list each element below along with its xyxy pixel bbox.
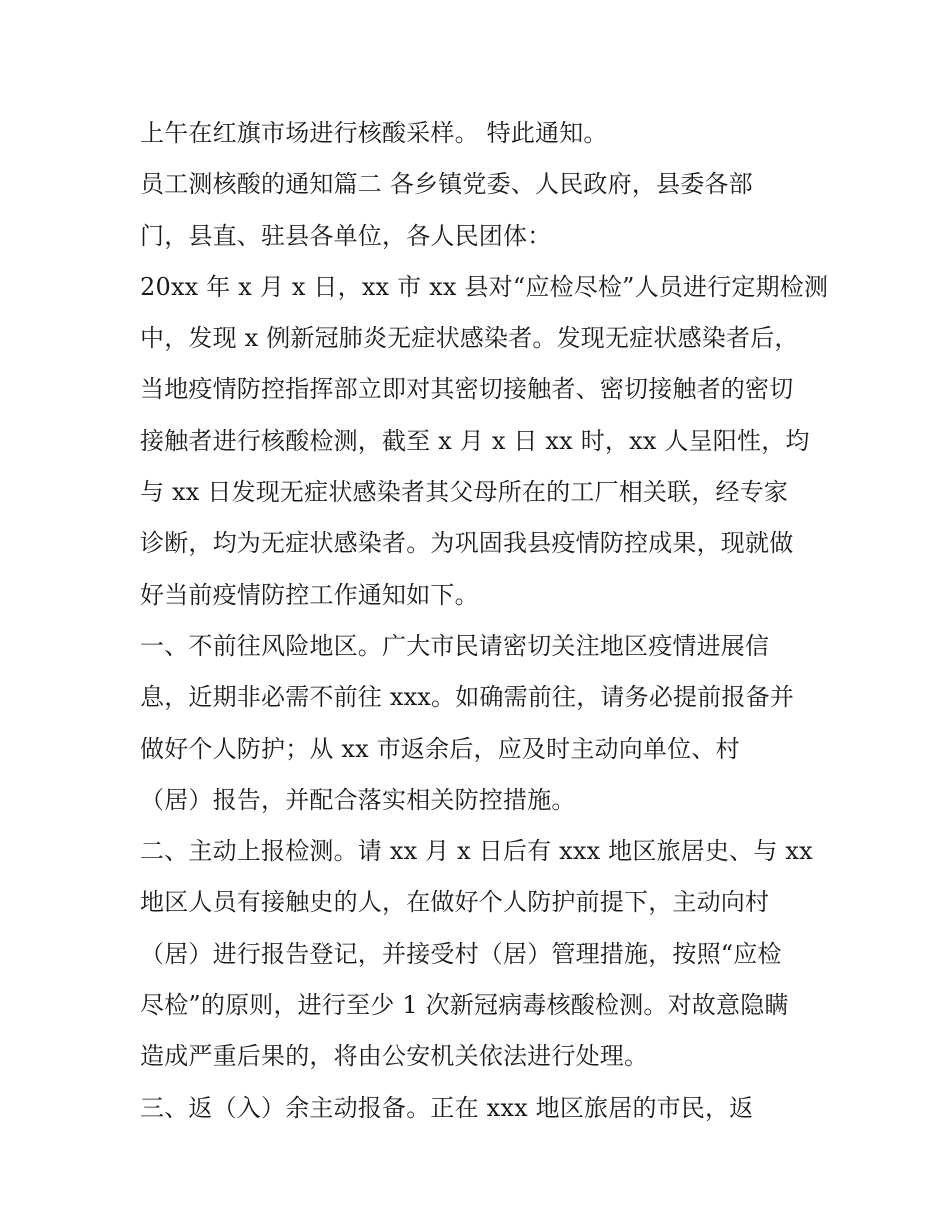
text-line: 诊断，均为无症状感染者。为巩固我县疫情防控成果，现就做 — [140, 529, 794, 558]
text-line: 好当前疫情防控工作通知如下。 — [140, 580, 479, 609]
text-line: 二、主动上报检测。请 xx 月 x 日后有 xxx 地区旅居史、与 xx — [140, 837, 813, 866]
text-line: 一、不前往风险地区。广大市民请密切关注地区疫情进展信 — [140, 631, 770, 660]
text-line: 尽检”的原则，进行至少 1 次新冠病毒核酸检测。对故意隐瞒 — [140, 991, 789, 1020]
text-line: （居）报告，并配合落实相关防控措施。 — [140, 785, 576, 814]
text-line: 息，近期非必需不前往 xxx。如确需前往，请务必提前报备并 — [140, 683, 795, 712]
text-line: 中，发现 x 例新冠肺炎无症状感染者。发现无症状感染者后， — [140, 324, 799, 353]
text-line: 当地疫情防控指挥部立即对其密切接触者、密切接触者的密切 — [140, 375, 794, 404]
text-line: 接触者进行核酸检测，截至 x 月 x 日 xx 时，xx 人呈阳性，均 — [140, 426, 810, 455]
text-line: 门，县直、驻县各单位，各人民团体： — [140, 221, 552, 250]
text-line: 与 xx 日发现无症状感染者其父母所在的工厂相关联，经专家 — [140, 478, 789, 507]
body-text — [140, 108, 840, 1134]
text-line: 地区人员有接触史的人，在做好个人防护前提下，主动向村 — [140, 888, 770, 917]
text-line: 做好个人防护；从 xx 市返余后，应及时主动向单位、村 — [140, 734, 740, 763]
text-line: （居）进行报告登记，并接受村（居）管理措施，按照“应检 — [140, 939, 782, 968]
text-line: 员工测核酸的通知篇二 各乡镇党委、人民政府，县委各部 — [140, 170, 753, 199]
text-line: 上午在红旗市场进行核酸采样。 特此通知。 — [140, 119, 608, 147]
text-line: 三、返（入）余主动报备。正在 xxx 地区旅居的市民，返 — [140, 1093, 754, 1122]
text-line: 造成严重后果的，将由公安机关依法进行处理。 — [140, 1042, 649, 1071]
text-line: 20xx 年 x 月 x 日，xx 市 xx 县对“应检尽检”人员进行定期检测 — [140, 272, 829, 301]
